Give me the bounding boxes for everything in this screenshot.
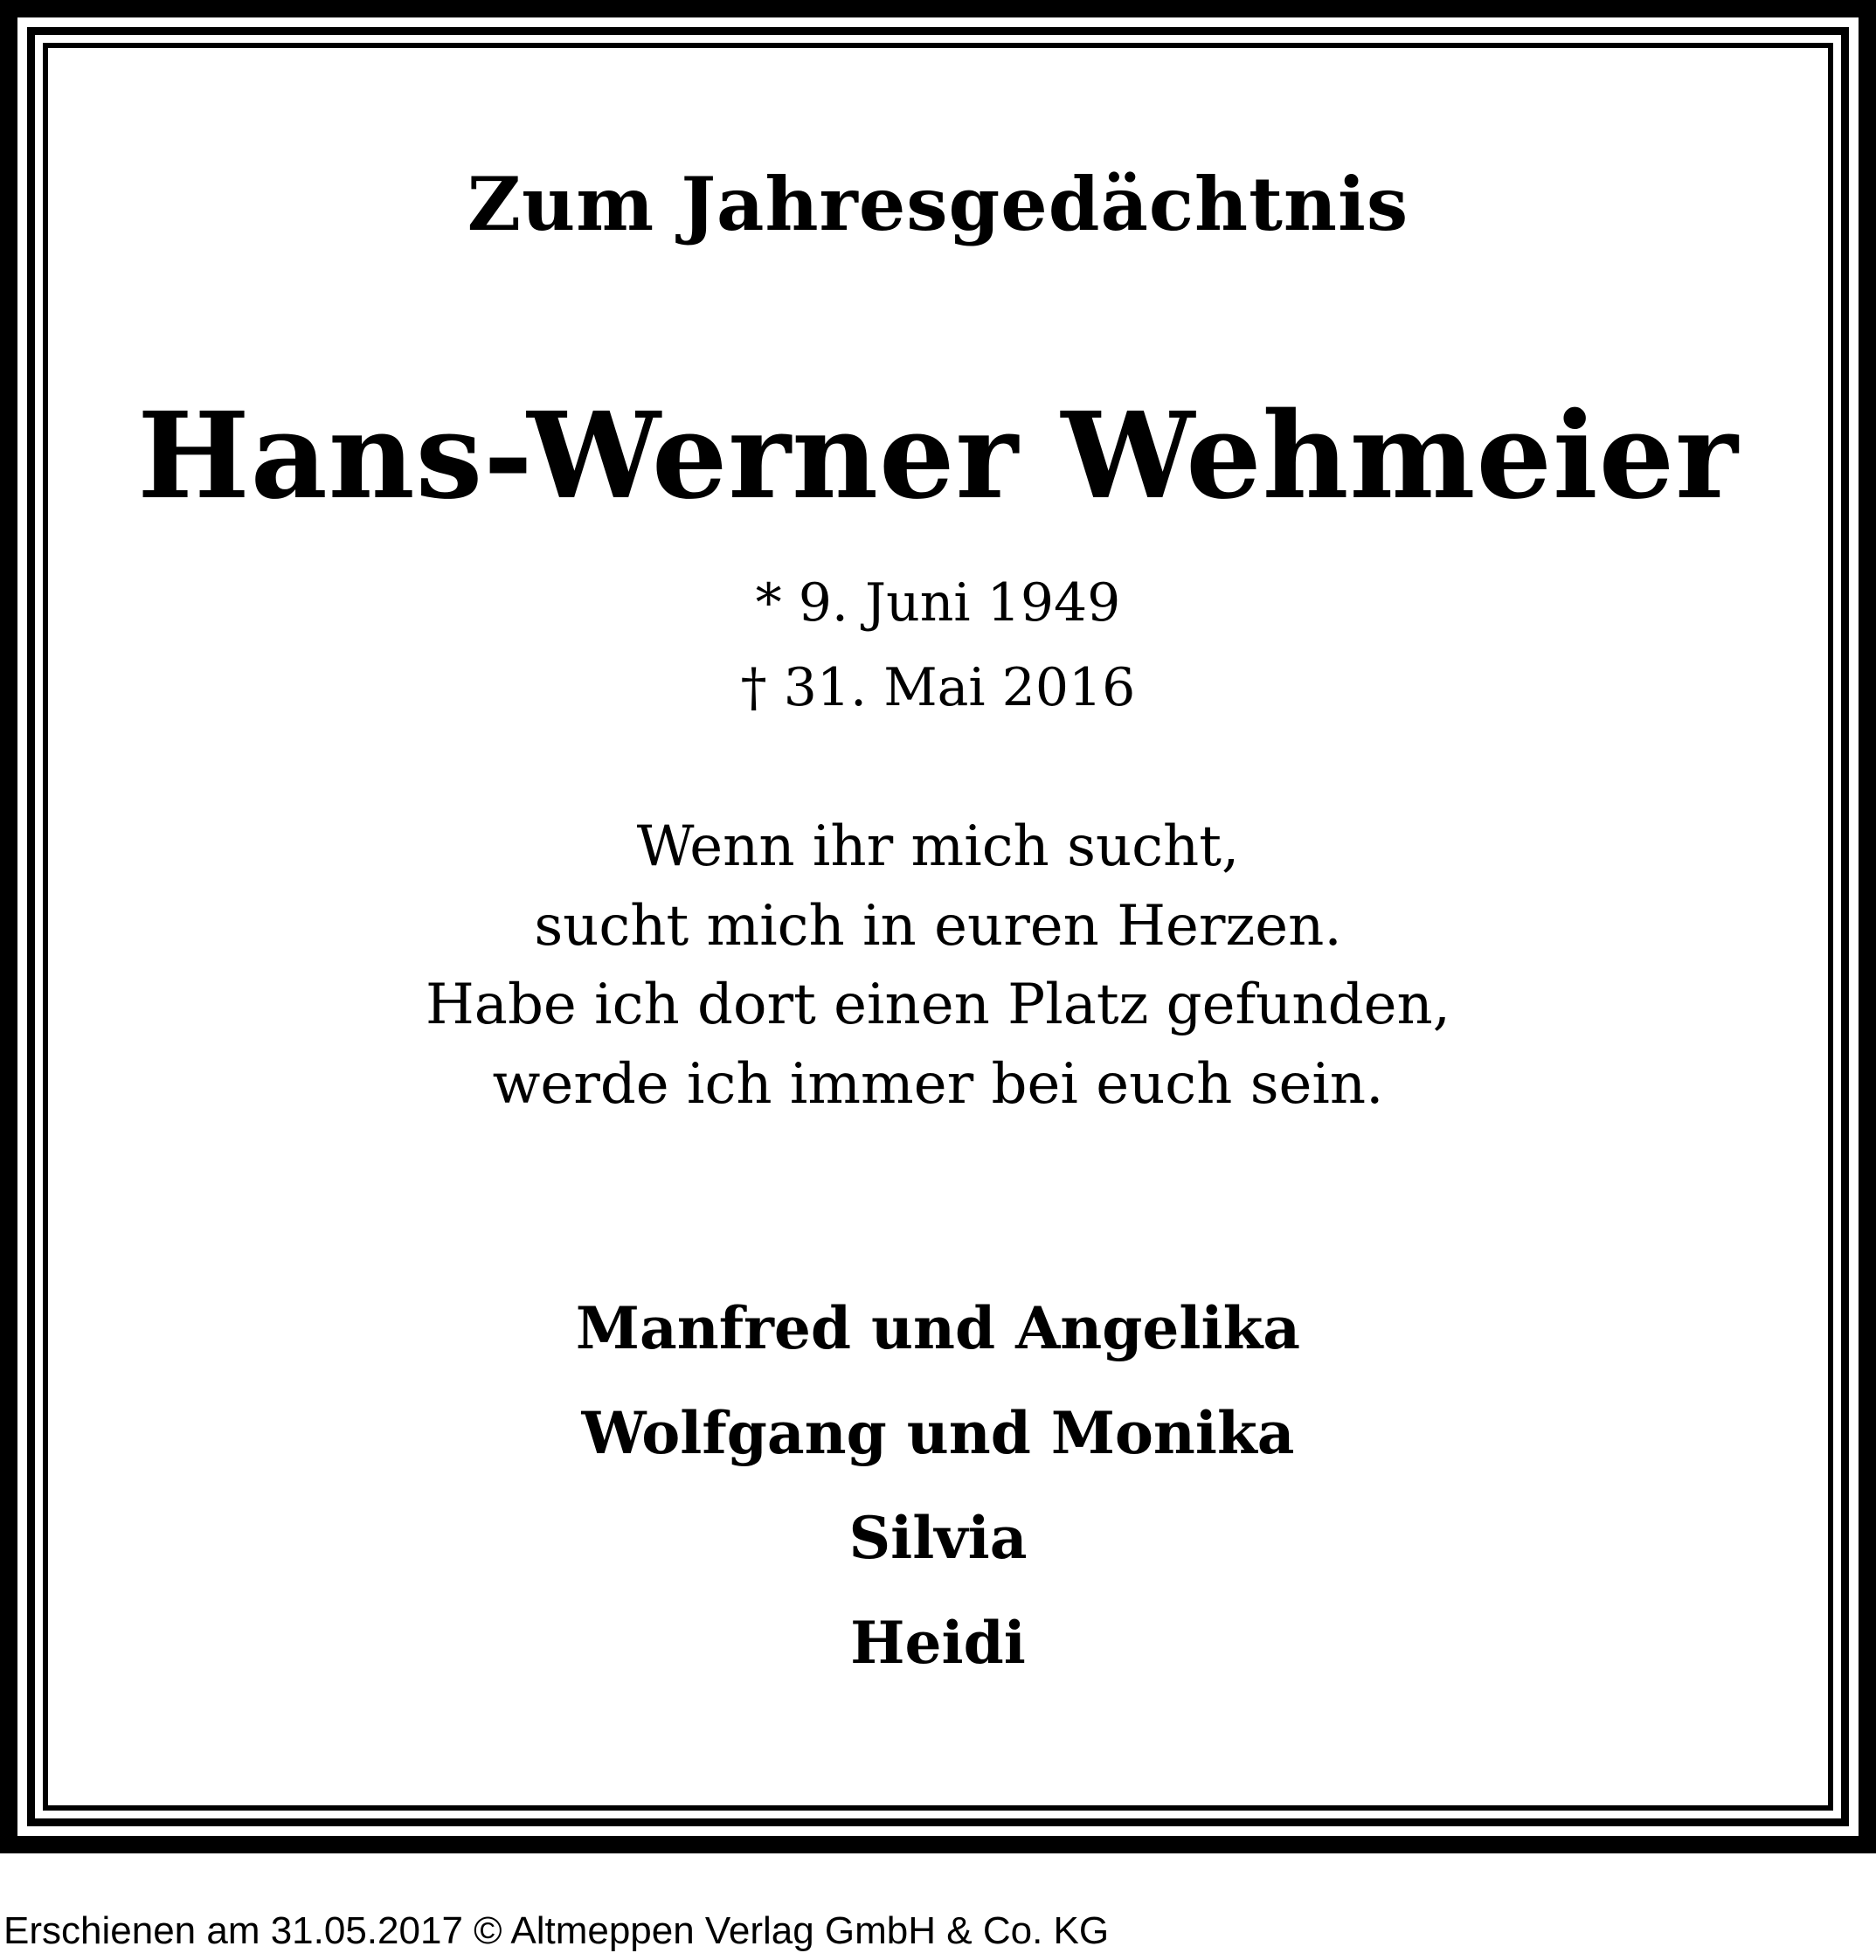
notice-heading: Zum Jahresgedächtnis — [467, 161, 1409, 247]
verse-line: Wenn ihr mich sucht, — [636, 814, 1240, 879]
verse-line: werde ich immer bei euch sein. — [492, 1052, 1384, 1117]
signer-name: Wolfgang und Monika — [581, 1399, 1295, 1467]
birth-date: * 9. Juni 1949 — [755, 572, 1121, 634]
death-date: † 31. Mai 2016 — [740, 657, 1136, 718]
verse-line: Habe ich dort einen Platz gefunden, — [425, 973, 1451, 1037]
publication-footer: Erschienen am 31.05.2017 © Altmeppen Verlag GmbH & Co. KG — [3, 1909, 1110, 1952]
signer-name: Silvia — [848, 1504, 1028, 1572]
verse-line: sucht mich in euren Herzen. — [534, 894, 1342, 959]
deceased-name: Hans-Werner Wehmeier — [137, 386, 1739, 526]
signer-name: Manfred und Angelika — [575, 1294, 1301, 1362]
signer-name: Heidi — [850, 1609, 1026, 1677]
